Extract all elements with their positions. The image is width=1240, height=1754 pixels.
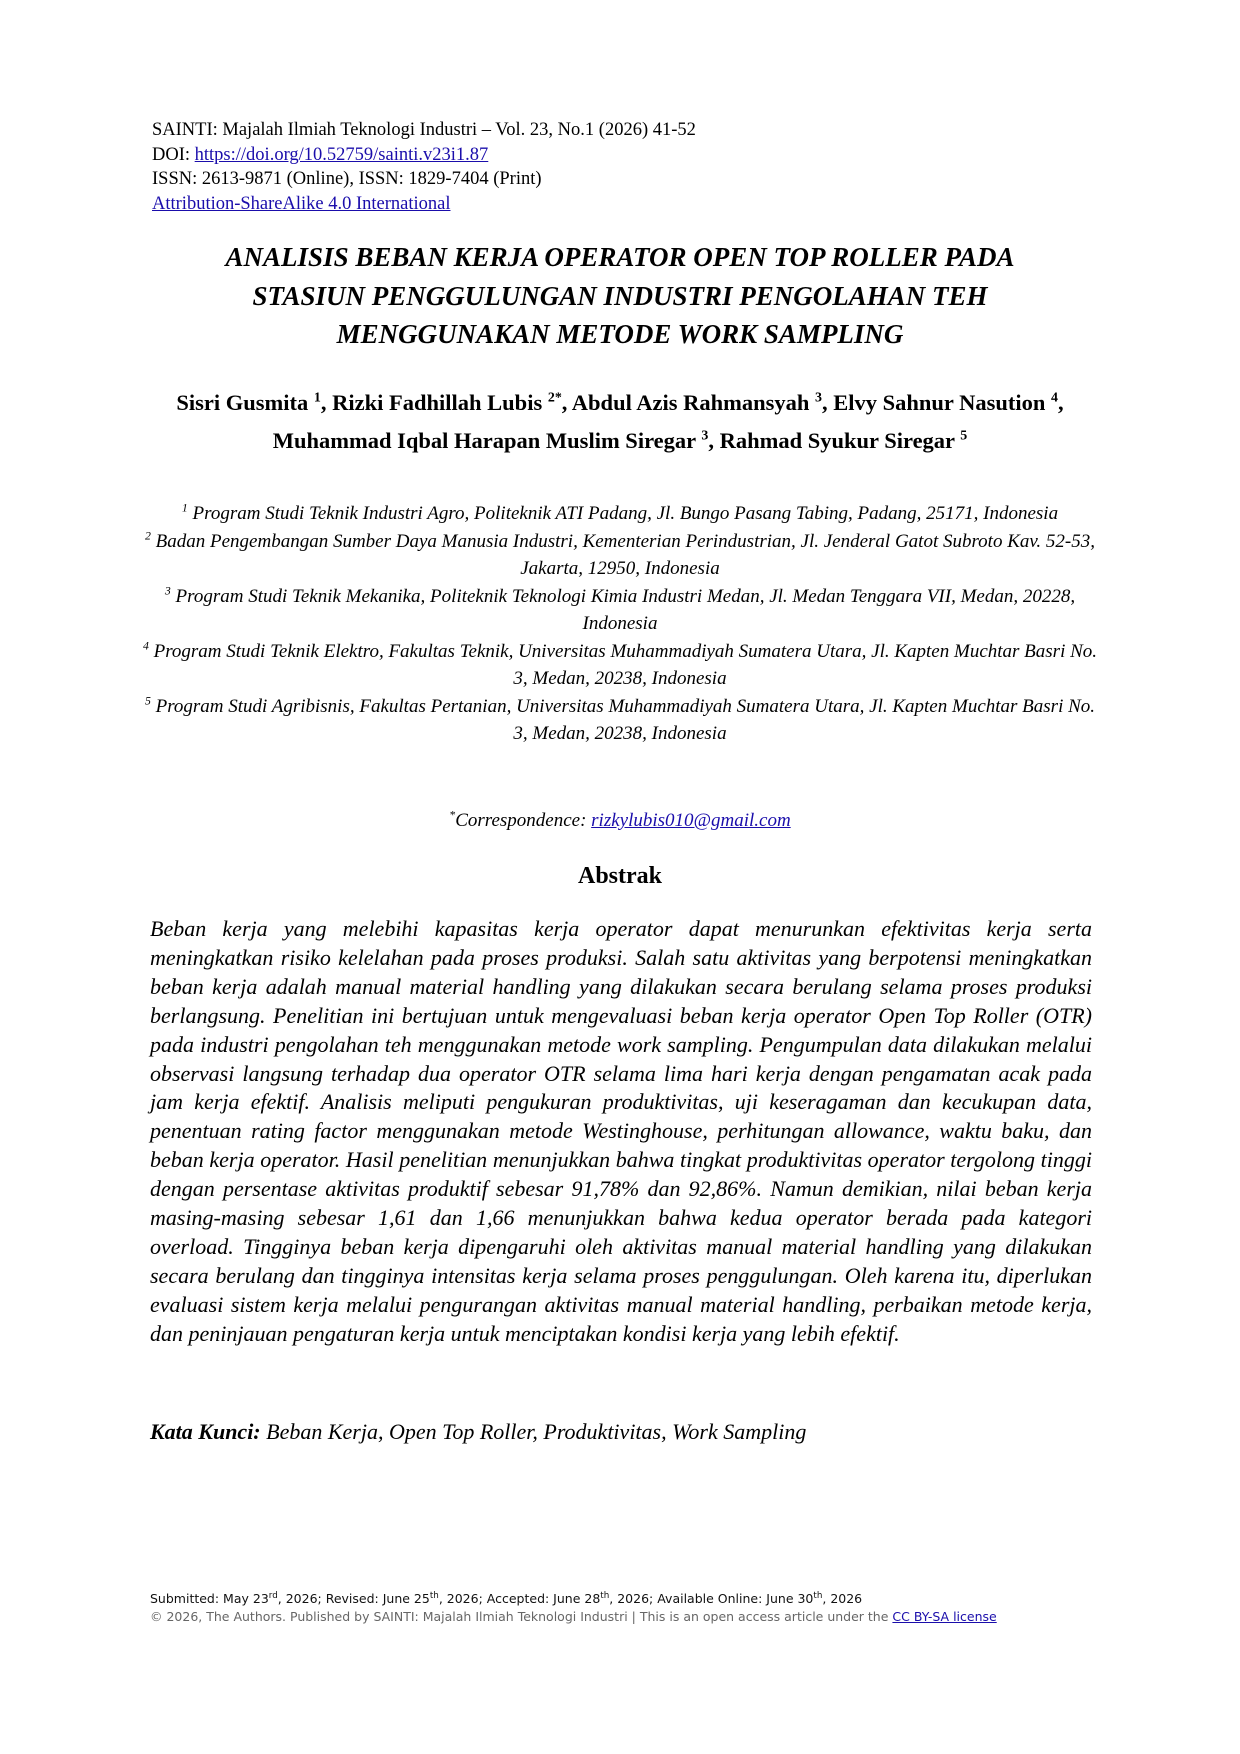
title-line: MENGGUNAKAN METODE WORK SAMPLING <box>336 319 904 349</box>
keywords <box>150 1417 1092 1447</box>
date-ordinal: th <box>600 1591 610 1601</box>
author-name: Elvy Sahnur Nasution <box>833 390 1046 415</box>
affiliation-text: Program Studi Teknik Industri Agro, Politeknik ATI Padang, Jl. Bungo Pasang Tabing, Padang, 25171, Indonesia <box>192 503 1059 524</box>
author-name: Rizki Fadhillah Lubis <box>332 390 543 415</box>
correspondence-label: Correspondence: <box>455 810 592 831</box>
affiliation-number: 3 <box>164 584 171 598</box>
date-ordinal: th <box>813 1591 823 1601</box>
license-line <box>152 192 696 217</box>
keywords-text: Beban Kerja, Open Top Roller, Produktivitas, Work Sampling <box>266 1419 807 1444</box>
keywords-label: Kata Kunci: <box>150 1419 261 1444</box>
correspondence <box>140 807 1100 834</box>
doi-label: DOI: <box>152 144 195 165</box>
abstract-heading: Abstrak <box>577 863 662 889</box>
author-affiliation-mark: 4 <box>1051 390 1058 406</box>
date-ordinal: th <box>429 1591 439 1601</box>
affiliation-text: Program Studi Teknik Mekanika, Politeknik Teknologi Kimia Industri Medan, Jl. Medan Tenggara VII, Medan, 20228, Indonesia <box>175 585 1076 634</box>
doi-link[interactable]: https://doi.org/10.52759/sainti.v23i1.87 <box>194 144 489 165</box>
date-ordinal: rd <box>268 1591 278 1601</box>
copyright-text: © 2026, The Authors. Published by SAINTI: Majalah Ilmiah Teknologi Industri | This is an open access article under the <box>150 1609 893 1625</box>
author-name: Sisri Gusmita <box>176 390 309 415</box>
affiliation-number: 1 <box>181 501 188 515</box>
affiliation-list <box>140 500 1100 748</box>
author-affiliation-mark: 3 <box>701 428 709 444</box>
title-line: ANALISIS BEBAN KERJA OPERATOR OPEN TOP ROLLER PADA <box>225 242 1015 272</box>
license-link[interactable]: Attribution-ShareAlike 4.0 International <box>152 193 451 214</box>
author-name: Rahmad Syukur Siregar <box>719 428 955 453</box>
submission-dates <box>150 1587 1110 1608</box>
author-name: Muhammad Iqbal Harapan Muslim Siregar <box>272 428 696 453</box>
cc-license-link[interactable]: CC BY-SA license <box>892 1609 997 1625</box>
date-text: , 2026 <box>822 1591 863 1607</box>
copyright-line <box>150 1608 1110 1626</box>
journal-header <box>152 118 696 216</box>
affiliation-text: Program Studi Agribisnis, Fakultas Pertanian, Universitas Muhammadiyah Sumatera Utara, Jl. Kapten Muchtar Basri No. 3, Medan, 20238, Indonesia <box>155 695 1096 744</box>
paper-title <box>130 238 1110 354</box>
page-footer <box>150 1587 1110 1626</box>
date-text: , 2026; Accepted: June 28 <box>438 1591 601 1607</box>
date-text: Submitted: May 23 <box>150 1591 269 1607</box>
author-name: Abdul Azis Rahmansyah <box>571 390 810 415</box>
affiliation-item <box>140 693 1100 748</box>
author-affiliation-mark: 5 <box>960 428 968 444</box>
correspondence-email-link[interactable]: rizkylubis010@gmail.com <box>591 810 791 831</box>
affiliation-text: Badan Pengembangan Sumber Daya Manusia Industri, Kementerian Perindustrian, Jl. Jenderal Gatot Subroto Kav. 52-53, Jakarta, 12950, Indonesia <box>155 530 1095 579</box>
affiliation-text: Program Studi Teknik Elektro, Fakultas Teknik, Universitas Muhammadiyah Sumatera Utara, Jl. Kapten Muchtar Basri No. 3, Medan, 20238, Indonesia <box>153 640 1098 689</box>
journal-line: SAINTI: Majalah Ilmiah Teknologi Industri – Vol. 23, No.1 (2026) 41-52 <box>152 120 696 140</box>
abstract-body: Beban kerja yang melebihi kapasitas kerja operator dapat menurunkan efektivitas kerja serta meningkatkan risiko kelelahan pada proses produksi. Salah satu aktivitas yang berpotensi meningkatkan beban kerja adalah manual material handling yang dilakukan secara berulang selama proses produksi berlangsung. Penelitian ini bertujuan untuk mengevaluasi beban kerja operator Open Top Roller (OTR) pada industri pengolahan teh menggunakan metode work sampling. Pengumpulan data dilakukan melalui observasi langsung terhadap dua operator OTR selama lima hari kerja dengan pengamatan acak pada jam kerja efektif. Analisis meliputi pengukuran produktivitas, uji keseragaman dan kecukupan data, penentuan rating factor menggunakan metode Westinghouse, perhitungan allowance, waktu baku, dan beban kerja operator. Hasil penelitian menunjukkan bahwa tingkat produktivitas operator tergolong tinggi dengan persentase aktivitas produktif sebesar 91,78% dan 92,86%. Namun demikian, nilai beban kerja masing-masing sebesar 1,61 dan 1,66 menunjukkan bahwa kedua operator berada pada kategori overload. Tingginya beban kerja dipengaruhi oleh aktivitas manual material handling yang dilakukan secara berulang dan tingginya intensitas kerja selama proses penggulungan. Oleh karena itu, diperlukan evaluasi sistem kerja melalui pengurangan aktivitas manual material handling, perbaikan metode kerja, dan peninjauan pengaturan kerja untuk menciptakan kondisi kerja yang lebih efektif. <box>150 916 1092 1346</box>
affiliation-item <box>140 528 1100 583</box>
date-text: , 2026; Revised: June 25 <box>277 1591 430 1607</box>
author-affiliation-mark: 2* <box>547 390 562 406</box>
author-list: Sisri Gusmita $^1$, Rizki Fadhillah Lubis $^{2*}$, Abdul Azis Rahmansyah $^3$, Elvy Sahnur Nasution $^4$, Muhammad Iqbal Harapan Muslim Siregar $^3$, Rahmad Syukur Siregar $^5$ <box>176 390 1064 453</box>
title-line: STASIUN PENGGULUNGAN INDUSTRI PENGOLAHAN TEH <box>252 280 988 311</box>
affiliation-item <box>140 638 1100 693</box>
affiliation-item <box>140 500 1100 528</box>
author-affiliation-mark: 3 <box>815 390 822 406</box>
doi-line <box>152 143 696 168</box>
affiliation-number: 4 <box>142 639 149 653</box>
affiliation-number: 2 <box>145 529 151 543</box>
date-text: , 2026; Available Online: June 30 <box>609 1591 814 1607</box>
correspondence-mark: * <box>449 808 456 822</box>
author-affiliation-mark: 1 <box>313 390 321 406</box>
affiliation-item <box>140 583 1100 638</box>
issn-line: ISSN: 2613-9871 (Online), ISSN: 1829-7404 (Print) <box>152 169 542 189</box>
affiliation-number: 5 <box>144 694 151 708</box>
